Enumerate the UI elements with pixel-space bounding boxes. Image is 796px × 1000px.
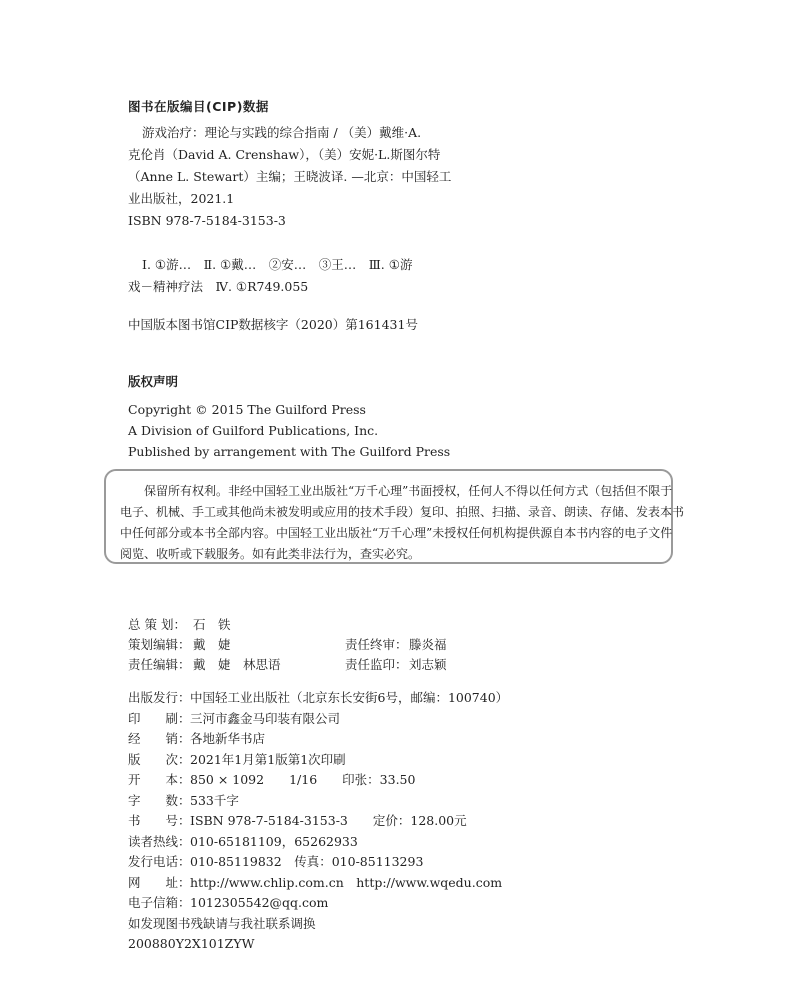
pub-value: 三河市鑫金马印装有限公司: [190, 710, 341, 726]
staff-value: 刘志颖: [409, 657, 447, 672]
pub-label: 字 数：: [128, 792, 191, 808]
pub-value: ISBN 978-7-5184-3153-3 定价：128.00元: [190, 813, 467, 828]
copyright-statement: [128, 399, 450, 462]
pub-label: 发行电话：: [128, 854, 191, 869]
pub-footer-code: 200880Y2X101ZYW: [128, 936, 255, 951]
pub-row: [128, 873, 508, 894]
rights-notice-line: 电子、机械、手工或其他尚未被发明或应用的技术手段）复印、拍照、扫描、录音、朗读、存储、发表本书: [120, 505, 685, 519]
copyright-line: Published by arrangement with The Guilford Press: [128, 444, 451, 459]
cip-description: [128, 122, 452, 336]
pub-row: [128, 709, 508, 730]
rights-notice-box: [104, 469, 685, 564]
staff-row: [128, 635, 447, 655]
pub-value: 中国轻工业出版社（北京东长安街6号，邮编：100740）: [190, 690, 509, 705]
staff-value: 戴 婕 林思语: [193, 657, 281, 672]
pub-label: 版 次：: [128, 751, 191, 767]
pub-row: [128, 688, 508, 709]
pub-label: 经 销：: [128, 731, 191, 746]
pub-row: [128, 832, 508, 853]
staff-row: [128, 615, 447, 635]
pub-label: 开 本：: [128, 772, 191, 787]
pub-value: 850 × 1092 1/16 印张：33.50: [190, 772, 416, 787]
cip-desc-line: 游戏治疗：理论与实践的综合指南 / （美）戴维·A.: [142, 125, 422, 140]
pub-row: [128, 729, 508, 750]
cip-desc-line: 业出版社，2021.1: [128, 191, 235, 206]
pub-value: 010-85119832 传真：010-85113293: [190, 854, 424, 869]
cip-heading: 图书在版编目(CIP)数据: [128, 99, 269, 114]
cip-isbn: ISBN 978-7-5184-3153-3: [128, 213, 286, 228]
cip-desc-line: （Anne L. Stewart）主编；王晓波译. —北京：中国轻工: [128, 169, 452, 184]
copyright-line: A Division of Guilford Publications, Inc.: [128, 423, 379, 438]
staff-value: 滕炎福: [409, 637, 447, 652]
pub-label: 出版发行：: [128, 690, 191, 705]
pub-value: 2021年1月第1版第1次印刷: [190, 751, 346, 767]
staff-value: 石 铁: [193, 617, 231, 632]
rights-notice-line: 保留所有权利。非经中国轻工业出版社“万千心理”书面授权，任何人不得以任何方式（包括但不限于: [144, 484, 673, 498]
staff-row: [128, 655, 447, 675]
publication-info: [128, 688, 508, 955]
staff-label: 责任监印：: [345, 657, 408, 672]
rights-notice-line: 阅览、收听或下载服务。如有此类非法行为，查实必究。: [120, 547, 421, 561]
pub-value: 010-65181109，65262933: [190, 833, 358, 849]
pub-value: 各地新华书店: [190, 731, 266, 746]
rights-notice-line: 中任何部分或本书全部内容。中国轻工业出版社“万千心理”未授权任何机构提供源自本书内容的电子文件: [120, 526, 673, 540]
staff-label: 责任编辑：: [128, 657, 191, 672]
copyright-heading: 版权声明: [128, 374, 179, 389]
cip-classification-line: Ⅰ. ①游… Ⅱ. ①戴… ②安… ③王… Ⅲ. ①游: [142, 257, 413, 272]
cip-number: 中国版本图书馆CIP数据核字（2020）第161431号: [128, 317, 418, 332]
staff-label: 策划编辑：: [128, 637, 191, 652]
pub-label: 读者热线：: [128, 833, 191, 849]
copyright-line: Copyright © 2015 The Guilford Press: [128, 402, 366, 417]
pub-footer-note: 如发现图书残缺请与我社联系调换: [128, 915, 316, 931]
pub-value: 1012305542@qq.com: [190, 895, 329, 910]
pub-label: 网 址：: [128, 874, 191, 890]
pub-row: [128, 893, 508, 914]
pub-label: 书 号：: [128, 813, 191, 828]
pub-row: [128, 852, 508, 873]
pub-row: [128, 811, 508, 832]
pub-value: 533千字: [190, 792, 239, 808]
pub-row: [128, 750, 508, 771]
pub-row: [128, 791, 508, 812]
staff-label: 总 策 划：: [128, 617, 186, 632]
staff-credits: [128, 615, 447, 675]
cip-classification-line: 戏－精神疗法 Ⅳ. ①R749.055: [128, 279, 309, 294]
cip-desc-line: 克伦肖（David A. Crenshaw），（美）安妮·L.斯图尔特: [128, 147, 441, 162]
pub-row: [128, 770, 508, 791]
pub-value: http://www.chlip.com.cn http://www.wqedu.com: [190, 874, 503, 890]
staff-value: 戴 婕: [193, 637, 231, 652]
pub-label: 印 刷：: [128, 710, 191, 726]
staff-label: 责任终审：: [345, 637, 408, 652]
pub-label: 电子信箱：: [128, 895, 191, 910]
